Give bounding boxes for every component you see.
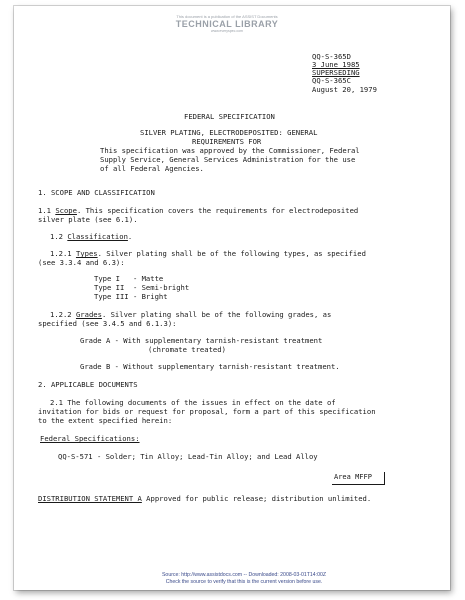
paragraph-1-2-2 (50, 310, 331, 319)
para-1-2-text: . (127, 232, 133, 241)
distribution-label: DISTRIBUTION STATEMENT A (38, 494, 142, 503)
paragraph-1-2-2-line-2: specified (see 3.4.5 and 6.1.3): (38, 319, 177, 328)
source-line-1: Source: http://www.assistdocs.com -- Downloaded: 2008-03-01T14:00Z (161, 572, 327, 578)
technical-library-logo (174, 14, 280, 36)
paragraph-2-1-line-2: invitation for bids or request for proposal, form a part of this specification (38, 407, 376, 416)
logo-line-2: TECHNICAL LIBRARY (175, 19, 279, 29)
para-1-2-1-title: Types (75, 249, 98, 258)
para-1-2-1-number: 1.2.1 (50, 249, 76, 258)
section-1-heading: 1. SCOPE AND CLASSIFICATION (38, 188, 155, 197)
document-subtitle-1: SILVER PLATING, ELECTRODEPOSITED: GENERAL (140, 128, 318, 137)
area-code-box (332, 472, 385, 485)
distribution-statement (38, 494, 371, 503)
para-1-1-title: Scope (55, 206, 77, 215)
type-2-item: Type II - Semi-bright (94, 283, 190, 292)
paragraph-1-2 (50, 232, 132, 241)
paragraph-1-2-1-line-2: (see 3.3.4 and 6.3): (38, 258, 125, 267)
grade-a-item: Grade A - With supplementary tarnish-resistant treatment (80, 336, 323, 345)
doc-date: 3 June 1985 (312, 60, 360, 69)
qq-s-571-reference: QQ-S-571 - Solder; Tin Alloy; Lead-Tin Alloy; and Lead Alloy (58, 452, 318, 461)
logo-line-3: www.everyspec.com (211, 29, 243, 33)
type-1-item: Type I - Matte (94, 274, 164, 283)
para-1-1-number: 1.1 (38, 206, 56, 215)
para-1-2-2-title: Grades (75, 310, 102, 319)
para-1-1-text: . This specification covers the requirements for electrodeposited (76, 206, 359, 215)
area-code: Area MFFP (334, 473, 372, 481)
para-1-2-2-number: 1.2.2 (50, 310, 76, 319)
document-title: FEDERAL SPECIFICATION (184, 112, 275, 121)
grade-a-note: (chromate treated) (148, 345, 226, 354)
doc-number: QQ-S-365D (312, 52, 351, 61)
federal-specifications-heading: Federal Specifications: (40, 434, 140, 443)
logo-line-1: This document is a publication of the ASSIST Documents (176, 14, 278, 19)
paragraph-1-2-1 (50, 249, 366, 258)
para-1-2-1-text: . Silver plating shall be of the following types, as specified (97, 249, 366, 258)
approval-line-1: This specification was approved by the Commissioner, Federal (100, 146, 360, 155)
document-subtitle-2: REQUIREMENTS FOR (192, 137, 262, 146)
para-1-2-number: 1.2 (50, 232, 68, 241)
document-page (14, 6, 450, 590)
source-line-2: Check the source to verify that this is the current version before use. (165, 579, 323, 585)
paragraph-2-1-line-3: to the extent specified herein: (38, 416, 173, 425)
approval-line-2: Supply Service, General Services Administration for the use (100, 155, 356, 164)
distribution-text: Approved for public release; distribution unlimited. (141, 494, 372, 503)
paragraph-2-1-line-1: 2.1 The following documents of the issues in effect on the date of (50, 398, 336, 407)
superseding-label: SUPERSEDING (312, 68, 360, 77)
para-1-2-2-text: . Silver plating shall be of the following grades, as (101, 310, 332, 319)
paragraph-1-1-line-2: silver plate (see 6.1). (38, 215, 138, 224)
superseded-number: QQ-S-365C (312, 76, 351, 85)
grade-b-item: Grade B - Without supplementary tarnish-resistant treatment. (80, 362, 340, 371)
superseded-date: August 20, 1979 (312, 85, 377, 94)
approval-line-3: of all Federal Agencies. (100, 164, 204, 173)
type-3-item: Type III - Bright (94, 292, 168, 301)
source-footer (114, 572, 374, 586)
section-2-heading: 2. APPLICABLE DOCUMENTS (38, 380, 138, 389)
paragraph-1-1 (38, 206, 358, 215)
para-1-2-title: Classification (67, 232, 128, 241)
